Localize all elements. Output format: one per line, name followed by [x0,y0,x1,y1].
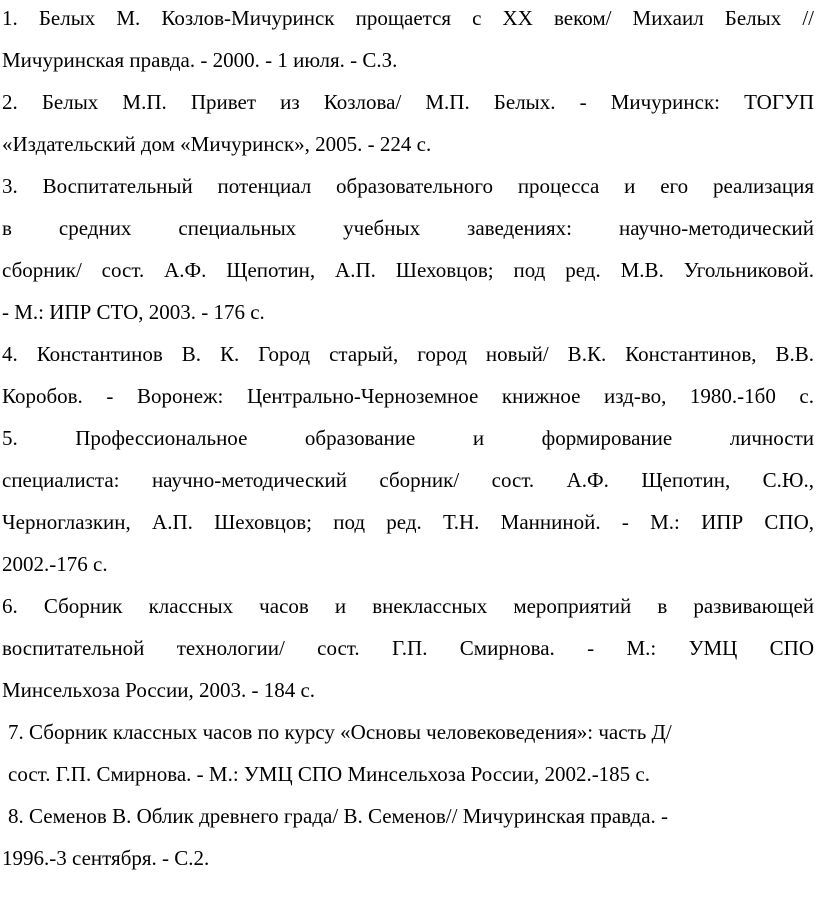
reference-3-line-1: 3. Воспитательный потенциал образовательного процесса и его реализация [2,174,814,198]
reference-6-line-3: Минсельхоза России, 2003. - 184 с. [2,678,316,702]
reference-5-line-1: 5. Профессиональное образование и формирование личности [2,426,814,450]
reference-3-line-4: - М.: ИПР СТО, 2003. - 176 с. [2,300,265,324]
reference-5-line-3: Черноглазкин, А.П. Шеховцов; под ред. Т.Н. Манниной. - М.: ИПР СПО, [2,510,814,534]
reference-2-line-1: 2. Белых М.П. Привет из Козлова/ М.П. Белых. - Мичуринск: ТОГУП [2,90,814,114]
reference-5-line-2: специалиста: научно-методический сборник/ сост. А.Ф. Щепотин, С.Ю., [2,468,814,492]
reference-3-line-3: сборник/ сост. А.Ф. Щепотин, А.П. Шеховцов; под ред. М.В. Угольниковой. [2,258,814,282]
reference-3-line-2: в средних специальных учебных заведениях: научно-методический [2,216,814,240]
reference-2-line-2: «Издательский дом «Мичуринск», 2005. - 224 с. [2,132,432,156]
reference-8-line-2: 1996.-3 сентября. - С.2. [2,846,210,870]
reference-4-line-2: Коробов. - Воронеж: Центрально-Черноземное книжное изд-во, 1980.-1б0 с. [2,384,814,408]
reference-7-line-2: сост. Г.П. Смирнова. - М.: УМЦ СПО Минсельхоза России, 2002.-185 с. [8,762,651,786]
reference-5-line-4: 2002.-176 с. [2,552,108,576]
reference-1-line-2: Мичуринская правда. - 2000. - 1 июля. - С.З. [2,48,398,72]
reference-6-line-2: воспитательной технологии/ сост. Г.П. Смирнова. - М.: УМЦ СПО [2,636,814,660]
reference-4-line-1: 4. Константинов В. К. Город старый, город новый/ В.К. Константинов, В.В. [2,342,814,366]
reference-1-line-1: 1. Белых М. Козлов-Мичуринск прощается с XX веком/ Михаил Белых // [2,6,814,30]
reference-7-line-1: 7. Сборник классных часов по курсу «Основы человековедения»: часть Д/ [8,720,672,744]
reference-6-line-1: 6. Сборник классных часов и внеклассных мероприятий в развивающей [2,594,814,618]
reference-8-line-1: 8. Семенов В. Облик древнего града/ В. Семенов// Мичуринская правда. - [8,804,669,828]
